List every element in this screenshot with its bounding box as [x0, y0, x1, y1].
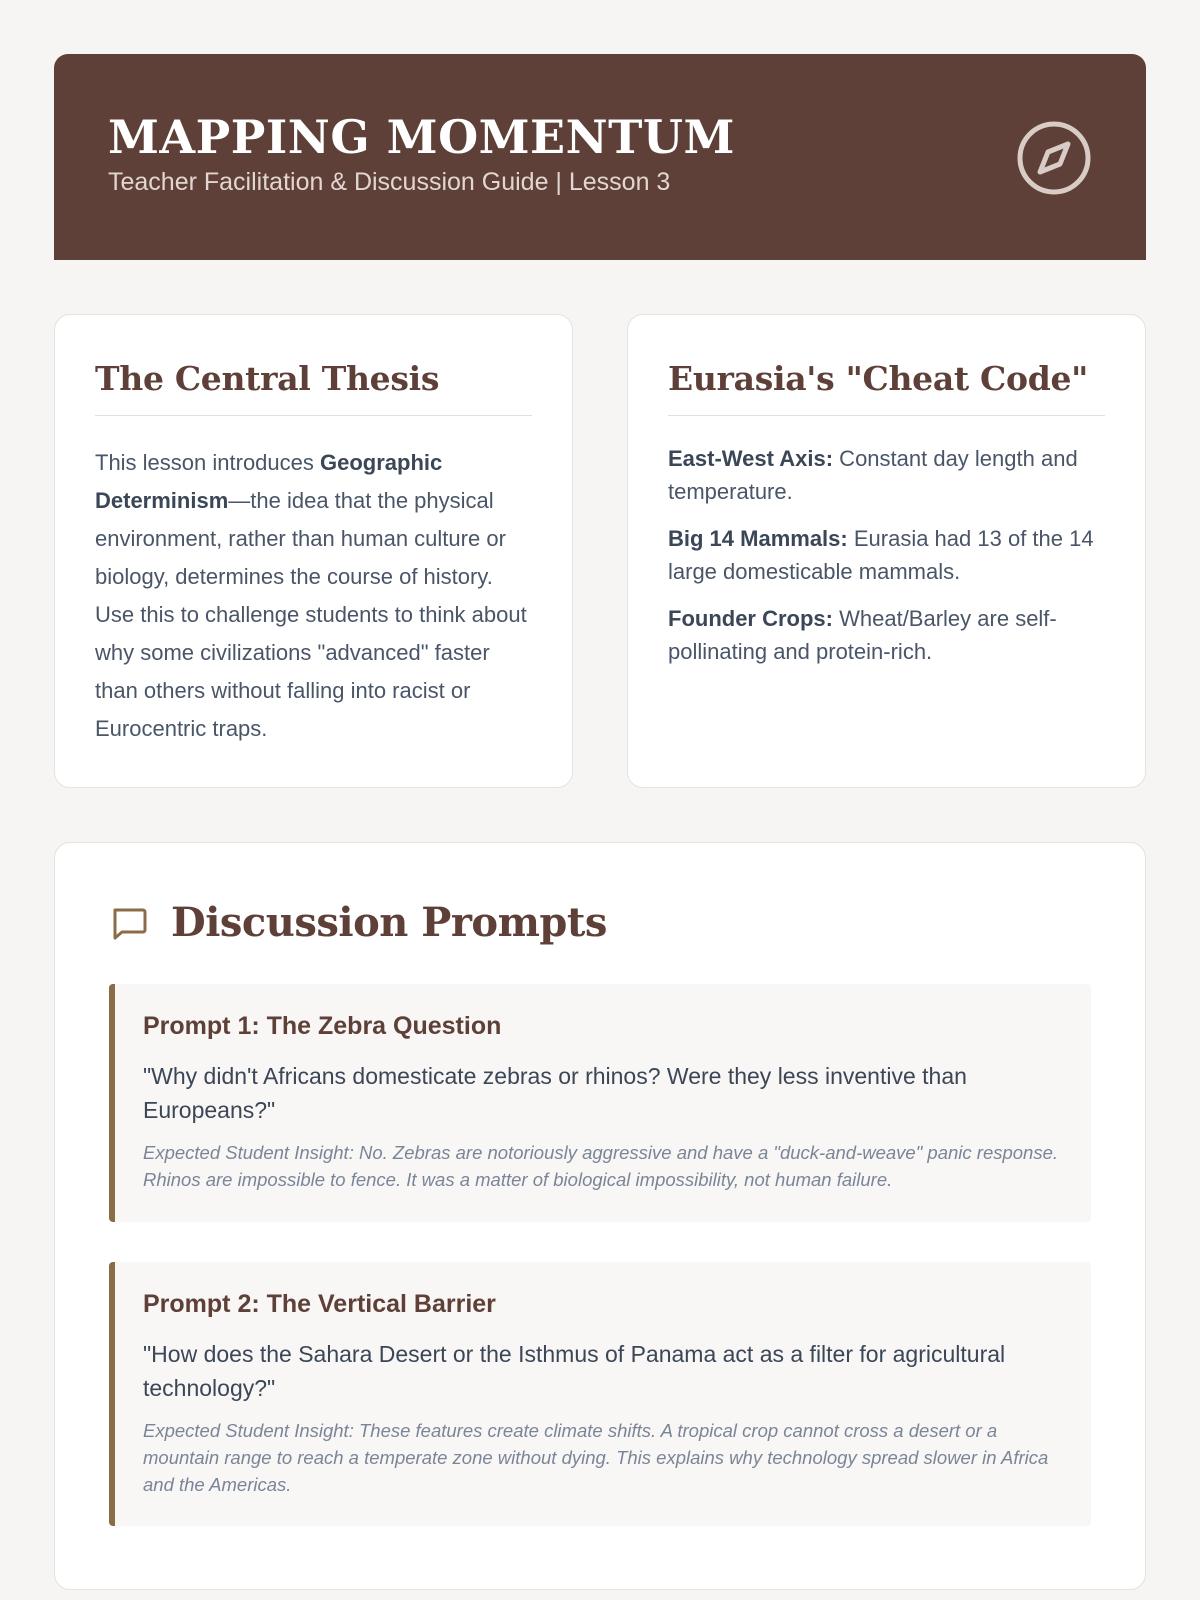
- prompt-question: "How does the Sahara Desert or the Isthmus of Panama act as a filter for agricultural technology?": [143, 1341, 1006, 1401]
- central-thesis-text: [95, 444, 532, 748]
- thesis-explanation: —the idea that the physical environment, rather than human culture or biology, determines the course of history. Use this to challenge students to think about why some civilizations "advanced" faster than others without falling into racist or Eurocentric traps.: [95, 487, 527, 741]
- fact-big-14-mammals: [668, 522, 1105, 588]
- prompt-title: Prompt 2: The Vertical Barrier: [143, 1290, 496, 1318]
- fact-text: Wheat/Barley are self-pollinating and protein-rich.: [668, 605, 1057, 664]
- info-cards-row: [54, 314, 1146, 788]
- eurasia-card-title: Eurasia's "Cheat Code": [668, 359, 1105, 416]
- fact-east-west-axis: [668, 442, 1105, 508]
- prompt-vertical-barrier: [109, 1262, 1091, 1526]
- prompt-zebra-question: [109, 984, 1091, 1222]
- page-header: [54, 54, 1146, 260]
- thesis-intro: This lesson introduces: [95, 449, 320, 475]
- prompt-title: Prompt 1: The Zebra Question: [143, 1012, 502, 1040]
- fact-text: Eurasia had 13 of the 14 large domesticable mammals.: [668, 525, 1094, 584]
- discussion-prompts-heading: [109, 899, 1091, 946]
- eurasia-cheat-code-card: [627, 314, 1146, 788]
- compass-icon: [1016, 120, 1092, 196]
- discussion-prompts-title: Discussion Prompts: [171, 899, 607, 946]
- expected-insight: Expected Student Insight: These features create climate shifts. A tropical crop cannot cross a desert or a mountain range to reach a temperate zone without dying. This explains why technology spread slower in Africa and the Americas.: [143, 1420, 1049, 1495]
- eurasia-facts-list: [668, 442, 1105, 668]
- fact-text: Constant day length and temperature.: [668, 445, 1078, 504]
- fact-label: East-West Axis:: [668, 445, 834, 471]
- discussion-prompts-card: [54, 842, 1146, 1590]
- chat-bubble-icon: [109, 903, 149, 943]
- thesis-key-term: Geographic Determinism: [95, 449, 443, 513]
- prompt-question: "Why didn't Africans domesticate zebras or rhinos? Were they less inventive than Europeans?": [143, 1063, 967, 1123]
- central-thesis-title: The Central Thesis: [95, 359, 532, 416]
- central-thesis-card: [54, 314, 573, 788]
- expected-insight: Expected Student Insight: No. Zebras are notoriously aggressive and have a "duck-and-weave" panic response. Rhinos are impossible to fence. It was a matter of biological impossibility, not human failure.: [143, 1142, 1059, 1190]
- fact-label: Big 14 Mammals:: [668, 525, 848, 551]
- page-subtitle: Teacher Facilitation & Discussion Guide | Lesson 3: [108, 168, 671, 196]
- fact-founder-crops: [668, 602, 1105, 668]
- page-title: MAPPING MOMENTUM: [108, 110, 735, 164]
- fact-label: Founder Crops:: [668, 605, 833, 631]
